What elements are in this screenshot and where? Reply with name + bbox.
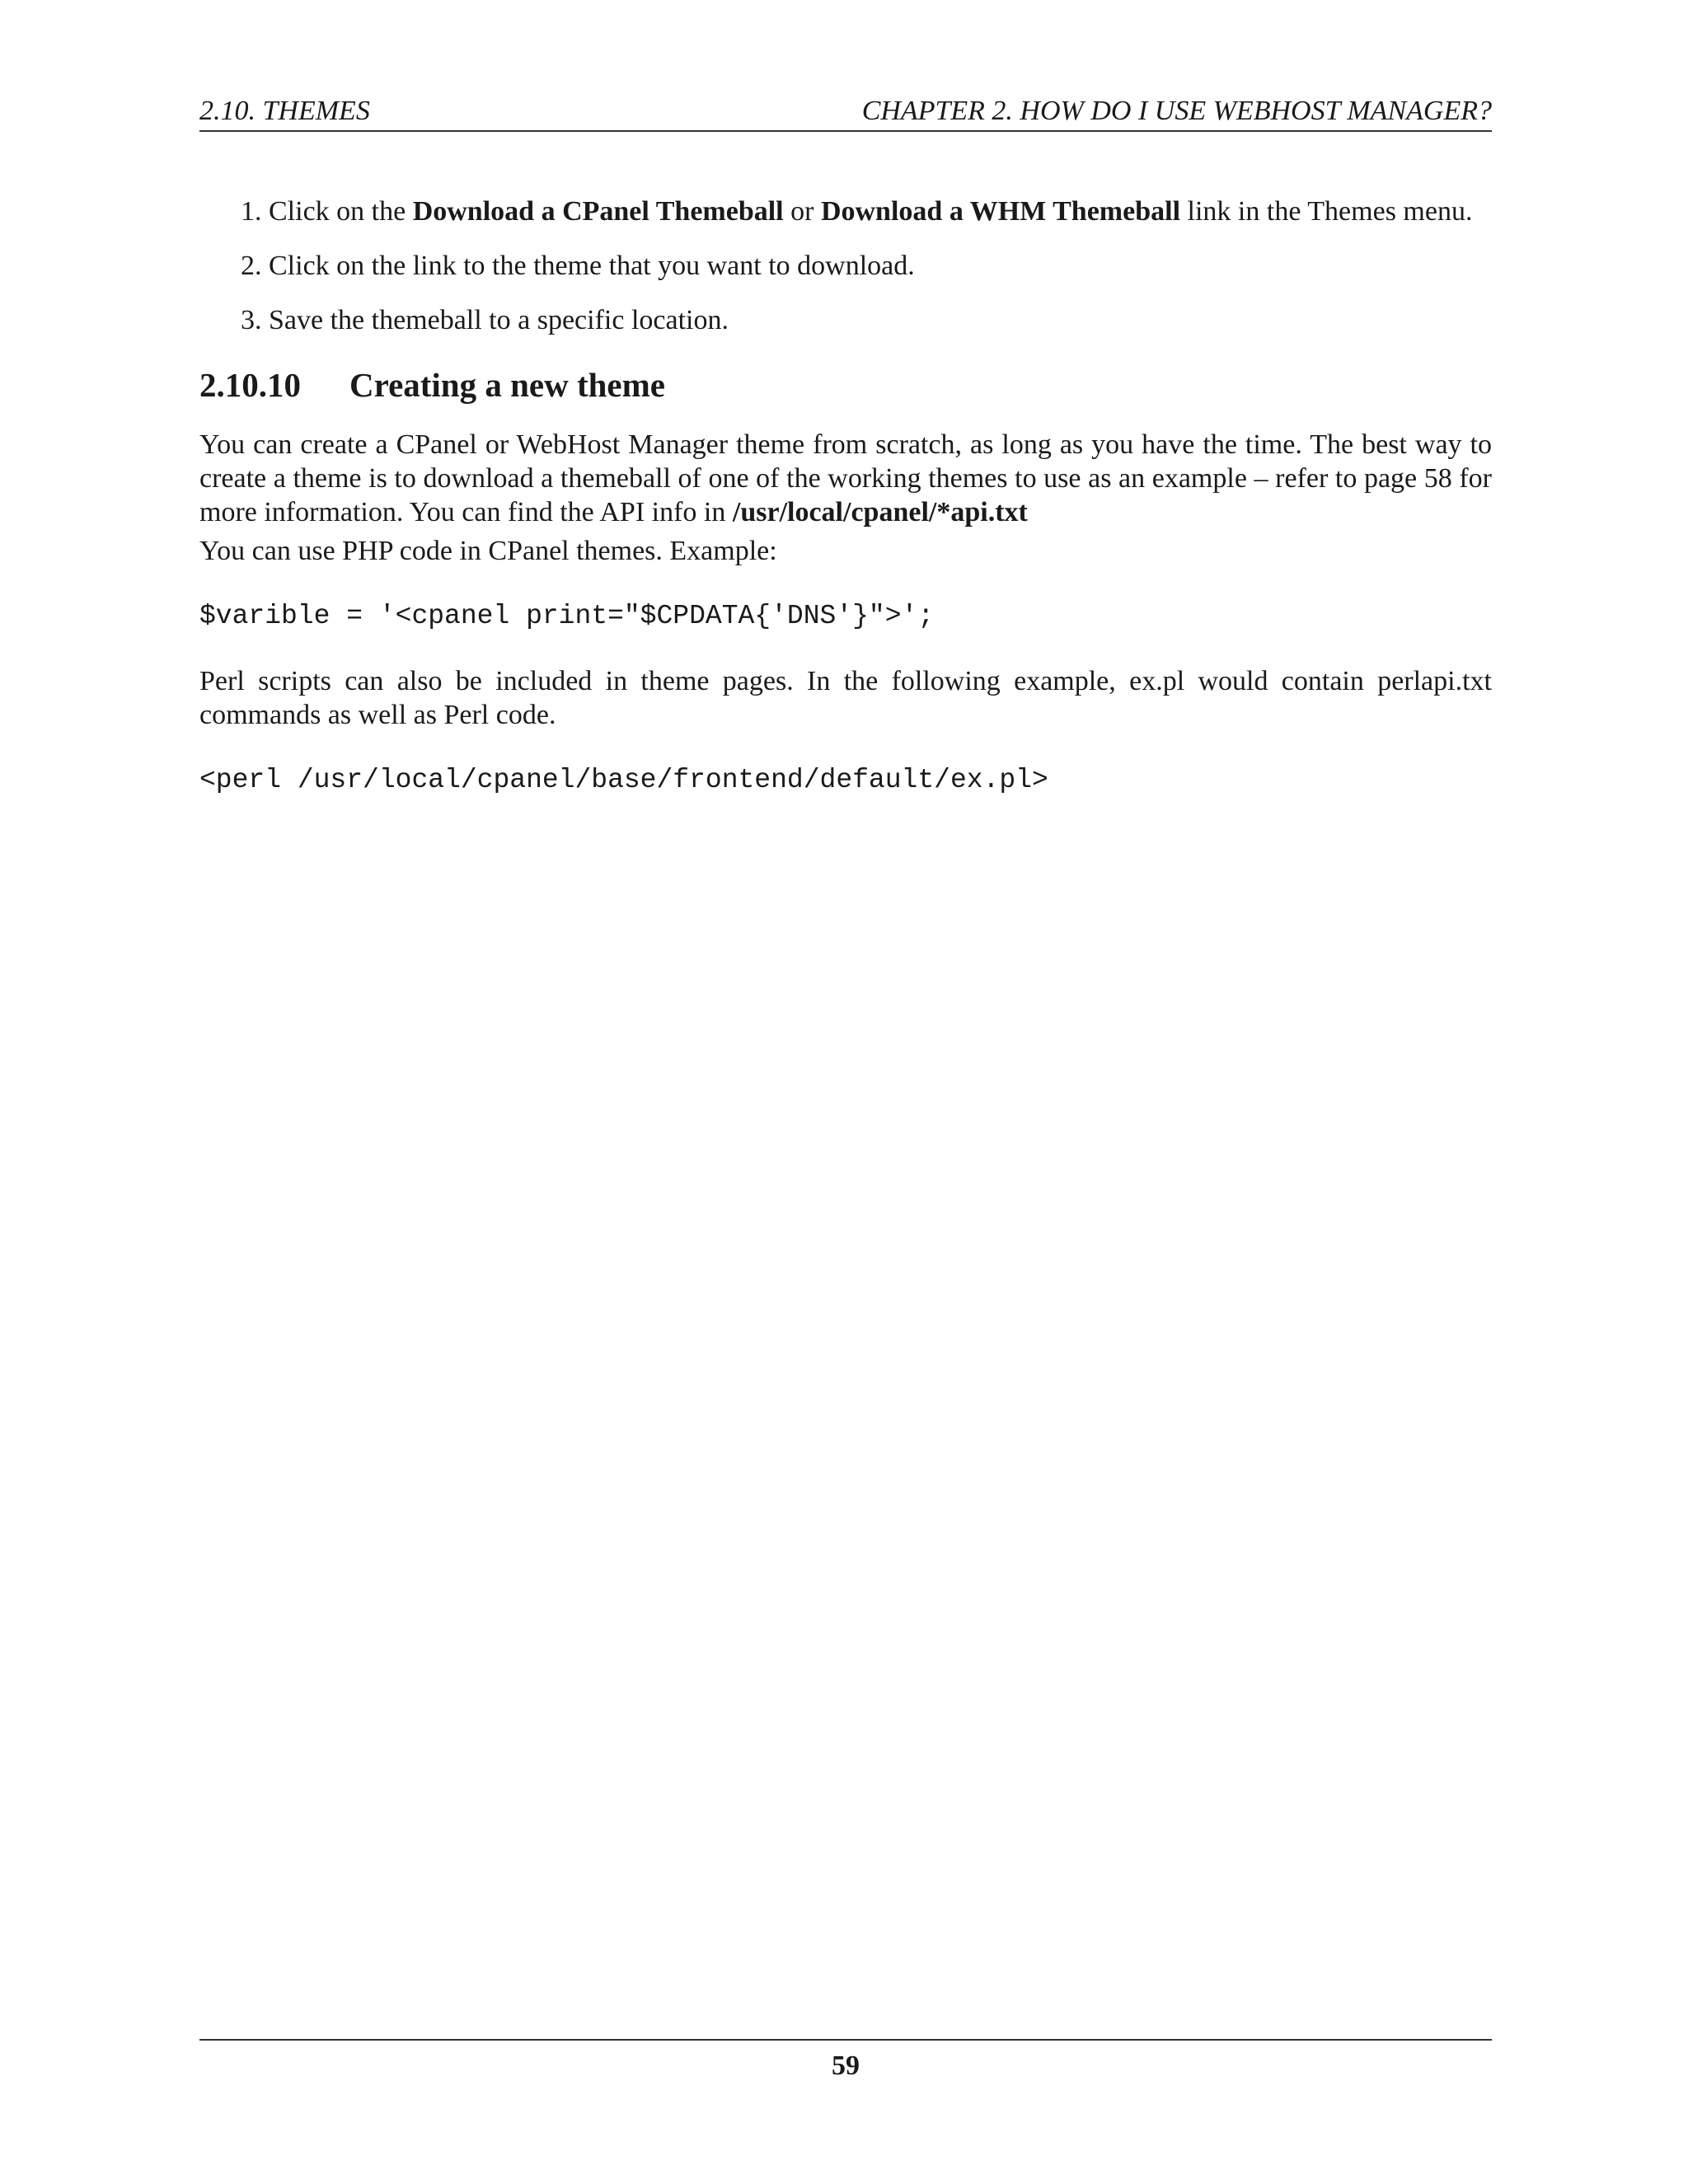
header-chapter-title: CHAPTER 2. HOW DO I USE WEBHOST MANAGER?	[861, 96, 1492, 126]
header-section-title: 2.10. THEMES	[199, 96, 370, 126]
step-1-suffix: link in the Themes menu.	[1180, 196, 1473, 227]
step-1-cpanel-link-label: Download a CPanel Themeball	[412, 196, 784, 227]
list-item	[269, 303, 1492, 337]
intro-text: You can create a CPanel or WebHost Manager theme from scratch, as long as you have the time. The best way to create a theme is to download a themeball of one of the working themes to use as an example – refer to page 58 for more information. You can find the API info in	[199, 429, 1492, 527]
section-number: 2.10.10	[199, 366, 301, 404]
page-number: 59	[832, 2050, 860, 2081]
list-item	[269, 194, 1492, 228]
perl-code-example: <perl /usr/local/cpanel/base/frontend/default/ex.pl>	[199, 765, 1048, 795]
step-1-middle: or	[783, 196, 821, 227]
step-1-prefix: Click on the	[269, 196, 413, 227]
footer-divider	[199, 2039, 1492, 2041]
intro-paragraph	[199, 428, 1492, 529]
step-1-whm-link-label: Download a WHM Themeball	[820, 196, 1181, 227]
php-code-example: $varible = '<cpanel print="$CPDATA{'DNS'}">';	[199, 601, 935, 631]
page-body	[199, 194, 1492, 797]
section-heading	[199, 362, 1492, 408]
php-paragraph: You can use PHP code in CPanel themes. Example:	[199, 536, 777, 566]
api-path: /usr/local/cpanel/*api.txt	[732, 497, 1028, 527]
running-header	[199, 92, 1492, 132]
section-title: Creating a new theme	[349, 366, 665, 404]
perl-paragraph: Perl scripts can also be included in theme pages. In the following example, ex.pl would contain perlapi.txt commands as well as Perl code.	[199, 666, 1492, 730]
download-steps-list	[199, 194, 1492, 337]
list-item	[269, 249, 1492, 283]
step-3-text: Save the themeball to a specific location.	[269, 305, 729, 335]
step-2-text: Click on the link to the theme that you want to download.	[269, 251, 915, 281]
